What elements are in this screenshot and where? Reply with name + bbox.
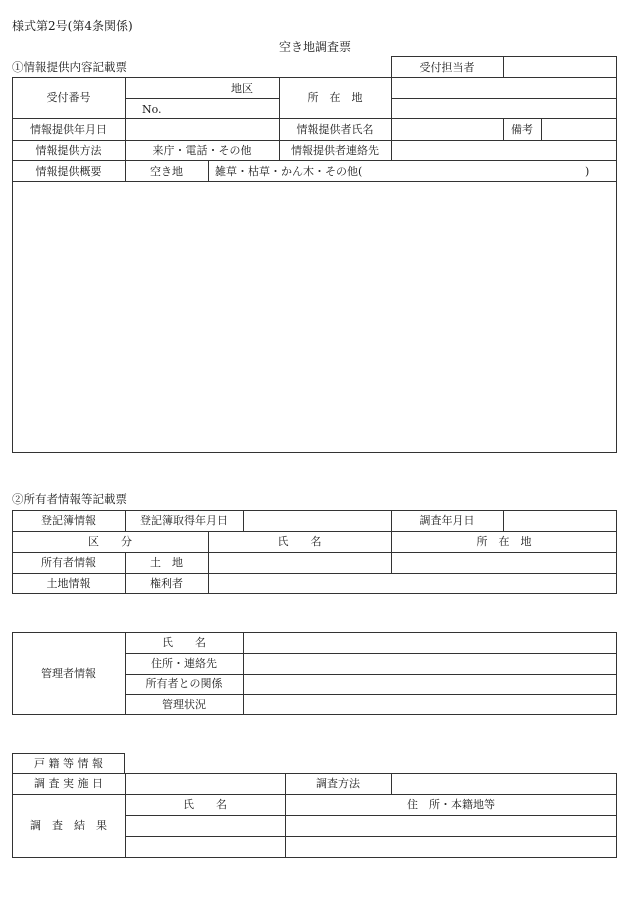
survey-implementation-date-input[interactable] [126,774,284,793]
manager-info-label: 管理者情報 [41,667,96,680]
name-header: 氏 名 [277,535,322,548]
owner-name-input[interactable] [209,553,390,572]
manager-name-input[interactable] [244,633,616,652]
remarks-label: 備考 [511,123,533,136]
reception-staff-input[interactable] [504,57,616,77]
survey-date-label: 調査年月日 [419,514,475,527]
location-input-2[interactable] [392,99,616,117]
provider-contact-label: 情報提供者連絡先 [291,144,379,157]
district-label: 地区 [231,82,253,95]
right-holder-input[interactable] [209,574,616,593]
manager-address-label: 住所・連絡先 [151,657,217,670]
registry-info-label: 登記簿情報 [41,514,96,527]
manager-address-input[interactable] [244,654,616,673]
land-label: 土 地 [150,556,183,569]
result-address-input-2[interactable] [286,837,616,857]
number-label: No. [142,103,162,116]
reception-number-label: 受付番号 [46,91,91,104]
provider-name-label: 情報提供者氏名 [296,123,374,136]
section1-heading: ①情報提供内容記載票 [12,60,127,74]
summary-close-paren: ) [585,165,590,178]
manager-relation-input[interactable] [244,675,616,693]
survey-date-label-2: 調 査 実 施 日 [34,777,103,790]
result-name-header: 氏 名 [183,798,227,811]
right-holder-label: 権利者 [150,577,183,590]
method-options[interactable]: 来庁・電話・その他 [152,144,252,157]
location-label: 所 在 地 [307,91,363,104]
manager-status-input[interactable] [244,695,616,714]
survey-method-input[interactable] [392,774,616,793]
form-number: 様式第2号(第4条関係) [12,19,133,33]
provided-date-input[interactable] [126,119,278,139]
owner-address-input[interactable] [392,553,616,572]
manager-status-label: 管理状況 [162,698,206,711]
section2-heading: ②所有者情報等記載票 [12,492,127,506]
manager-name-label: 氏 名 [162,636,206,649]
method-label: 情報提供方法 [35,144,102,157]
address-header: 所 在 地 [476,535,532,548]
summary-label: 情報提供概要 [35,165,102,178]
result-address-input-1[interactable] [286,816,616,835]
survey-method-label: 調査方法 [316,777,360,790]
family-register-label: 戸 籍 等 情 報 [34,757,103,770]
provided-date-label: 情報提供年月日 [30,123,107,136]
survey-result-label: 調 査 結 果 [30,819,107,832]
survey-date-input[interactable] [504,511,616,530]
owner-info-label: 所有者情報 [41,556,96,569]
provider-name-input[interactable] [392,119,502,139]
result-name-input-2[interactable] [126,837,284,857]
location-input-1[interactable] [392,78,616,97]
land-info-label: 土地情報 [46,577,91,590]
vacant-land-label: 空き地 [150,165,183,178]
remarks-input[interactable] [542,119,616,139]
provider-contact-input[interactable] [392,141,616,159]
manager-relation-label: 所有者との関係 [145,677,223,690]
result-name-input-1[interactable] [126,816,284,835]
reception-staff-label: 受付担当者 [419,61,475,74]
category-header: 区 分 [88,535,132,548]
summary-options[interactable]: 雑草・枯草・かん木・その他( [215,165,363,178]
summary-textarea[interactable] [13,182,616,452]
page-title: 空き地調査票 [279,40,352,54]
registry-date-label: 登記簿取得年月日 [140,514,228,527]
registry-date-input[interactable] [244,511,390,530]
result-address-header: 住 所・本籍地等 [407,798,495,811]
reception-number-input[interactable] [160,100,278,117]
